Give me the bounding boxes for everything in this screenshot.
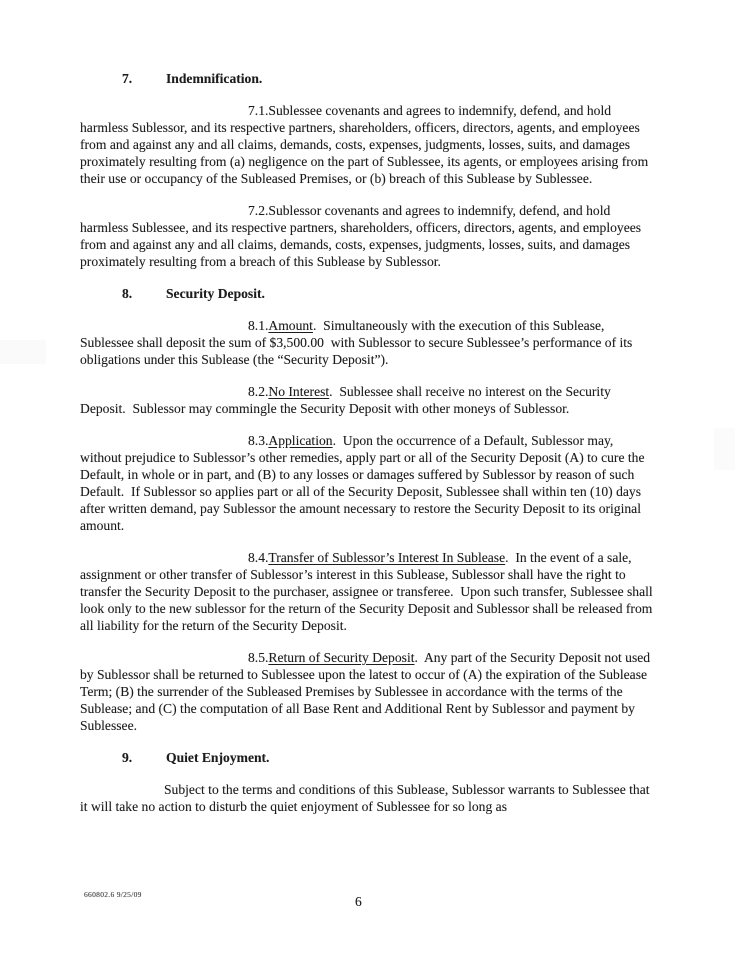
paragraph-caption-underlined: Application xyxy=(268,433,333,448)
page-number: 6 xyxy=(355,894,362,909)
paragraph-7-2 xyxy=(80,202,658,270)
paragraph-caption-underlined: Amount xyxy=(268,318,313,333)
paragraph-number: 8.4. xyxy=(248,550,269,565)
paragraph-text: . Upon the occurrence of a Default, Sublessor may, without prejudice to Sublessor’s other remedies, apply part or all of the Security Deposit (A) to cure the Default, in whole or in part, and (B) to any losses or damages suffered by Sublessor by reason of such Default. If Sublessor so applies part or all of the Security Deposit, Sublessee shall within ten (10) days after written demand, pay Sublessor the amount necessary to restore the Security Deposit to its original amount. xyxy=(80,433,648,533)
paragraph-caption-underlined: No Interest xyxy=(268,384,330,399)
section-security-deposit xyxy=(80,285,658,734)
doc-reference: 660802.6 9/25/09 xyxy=(84,890,142,899)
section-number: 8. xyxy=(122,286,133,301)
paragraph-9-body xyxy=(80,781,658,815)
section-title: Quiet Enjoyment. xyxy=(166,750,270,765)
paragraph-text: . Any part of the Security Deposit not used by Sublessor shall be returned to Sublessee upon the latest to occur of (A) the expiration of the Sublease Term; (B) the surrender of the Subleased Premises by Sublessee in accordance with the terms of the Sublease; and (C) the computation of all Base Rent and Additional Rent by Sublessor and payment by Sublessee. xyxy=(80,650,654,733)
paragraph-number: 8.2. xyxy=(248,384,269,399)
paragraph-8-5 xyxy=(80,649,658,734)
paragraph-text: . Sublessee shall receive no interest on the Security Deposit. Sublessor may commingle the Security Deposit with other moneys of Sublessor. xyxy=(80,384,615,416)
paragraph-text: Sublessor covenants and agrees to indemnify, defend, and hold harmless Sublessee, and its respective partners, shareholders, officers, directors, agents, and employees from and against any and all claims, demands, costs, expenses, judgments, losses, suits, and damages proximately resulting from a breach of this Sublease by Sublessor. xyxy=(80,203,645,269)
paragraph-text: Subject to the terms and conditions of this Sublease, Sublessor warrants to Sublessee that it will take no action to disturb the quiet enjoyment of Sublessee for so long as xyxy=(80,782,653,814)
paragraph-8-1 xyxy=(80,317,658,368)
paragraph-text: Sublessee covenants and agrees to indemnify, defend, and hold harmless Sublessor, and its respective partners, shareholders, officers, directors, agents, and employees from and against any and all claims, demands, costs, expenses, judgments, losses, suits, and damages proximately resulting from (a) negligence on the part of Sublessee, its agents, or employees arising from their use or occupancy of the Subleased Premises, or (b) breach of this Sublease by Sublessee. xyxy=(80,103,652,186)
paragraph-caption-underlined: Return of Security Deposit xyxy=(268,650,415,665)
paragraph-number: 7.2. xyxy=(248,203,269,218)
section-heading xyxy=(80,70,658,87)
section-title: Security Deposit. xyxy=(166,286,265,301)
paragraph-8-3 xyxy=(80,432,658,534)
scan-artifact-left xyxy=(0,340,46,364)
section-indemnification xyxy=(80,70,658,270)
paragraph-number: 8.5. xyxy=(248,650,269,665)
section-title: Indemnification. xyxy=(166,71,263,86)
scan-artifact-right xyxy=(714,428,735,470)
paragraph-number: 7.1. xyxy=(248,103,269,118)
paragraph-8-4 xyxy=(80,549,658,634)
paragraph-number: 8.3. xyxy=(248,433,269,448)
section-quiet-enjoyment xyxy=(80,749,658,815)
paragraph-text: . Simultaneously with the execution of this Sublease, Sublessee shall deposit the sum of $3,500.00 with Sublessor to secure Sublessee’s performance of its obligations under this Sublease (the “Security Deposit”). xyxy=(80,318,636,367)
section-number: 9. xyxy=(122,750,133,765)
document-body xyxy=(80,70,658,815)
paragraph-8-2 xyxy=(80,383,658,417)
section-heading xyxy=(80,285,658,302)
paragraph-text: . In the event of a sale, assignment or other transfer of Sublessor’s interest in this Sublease, Sublessor shall have the right to transfer the Security Deposit to the purchaser, assignee or transferee. Upon such transfer, Sublessee shall look only to the new sublessor for the return of the Security Deposit and Sublessor shall be released from all liability for the return of the Security Deposit. xyxy=(80,550,657,633)
paragraph-number: 8.1. xyxy=(248,318,269,333)
section-number: 7. xyxy=(122,71,133,86)
section-heading xyxy=(80,749,658,766)
paragraph-7-1 xyxy=(80,102,658,187)
paragraph-caption-underlined: Transfer of Sublessor’s Interest In Sublease xyxy=(268,550,506,565)
